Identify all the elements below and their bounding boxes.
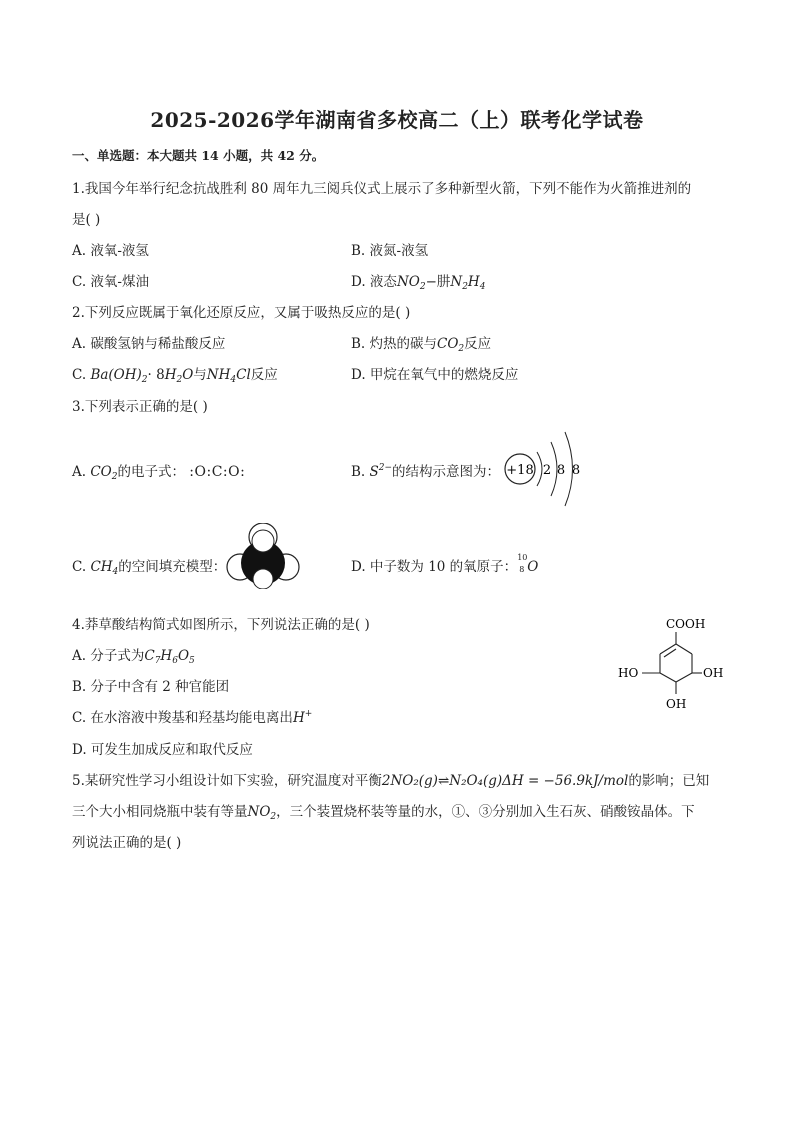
- section-heading: 一、单选题：本大题共 14 小题，共 42 分。: [72, 148, 325, 163]
- shikimic-acid-structure: [612, 612, 728, 714]
- q5-stem-line1: 5.某研究性学习小组设计如下实验，研究温度对平衡2NO₂(g)⇌N₂O₄(g)ΔH = −56.9kJ/mol的影响；已知: [72, 773, 710, 789]
- oh-bottom-label: OH: [666, 697, 687, 711]
- co2-lewis-structure: :O:C:O:: [189, 464, 246, 480]
- q3-option-d: D. 中子数为 10 的氧原子： 10 8 O: [351, 553, 539, 575]
- q2-option-a: A. 碳酸氢钠与稀盐酸反应: [72, 336, 226, 352]
- page-title: 2025-2026学年湖南省多校高二（上）联考化学试卷: [150, 108, 644, 132]
- shell-count-1: 2: [542, 463, 552, 478]
- q5-stem-line2: 三个大小相同烧瓶中装有等量$NO_2$，三个装置烧杯装等量的水，①、③分别加入生石灰、硝酸铵晶体。下: [72, 804, 695, 822]
- q5-stem-line3: 列说法正确的是( ): [72, 835, 182, 851]
- q1-stem-line2: 是( ): [72, 212, 101, 228]
- shell-count-3: 8: [571, 463, 581, 478]
- q1-stem-line1: 1.我国今年举行纪念抗战胜利 80 周年九三阅兵仪式上展示了多种新型火箭，下列不能作为火箭推进剂的: [72, 181, 692, 197]
- q3-option-a: A. $CO_2$的电子式： :O:C:O:: [72, 464, 246, 482]
- sulfide-ion-shell-diagram: [500, 428, 590, 514]
- q1-option-b: B. 液氮-液氢: [351, 243, 429, 259]
- cooh-label: COOH: [666, 617, 706, 631]
- q3-stem: 3.下列表示正确的是( ): [72, 399, 208, 415]
- ho-left-label: HO: [618, 666, 639, 680]
- nucleus-charge: +18: [506, 463, 534, 478]
- q3-option-b: B. $S^{2-}$的结构示意图为：: [351, 463, 501, 480]
- q4-option-d: D. 可发生加成反应和取代反应: [72, 742, 253, 758]
- q2-option-b: B. 灼热的碳与$CO_2$反应: [351, 336, 492, 354]
- shell-count-2: 8: [556, 463, 566, 478]
- q3-option-c: C. $CH_4$的空间填充模型：: [72, 559, 227, 577]
- q1-option-a: A. 液氧-液氢: [72, 243, 149, 259]
- q4-stem: 4.莽草酸结构简式如图所示，下列说法正确的是( ): [72, 617, 370, 633]
- q2-option-d: D. 甲烷在氧气中的燃烧反应: [351, 367, 519, 383]
- q4-option-a: A. 分子式为$C_7H_6O_5$: [72, 648, 195, 666]
- q1-option-d: D. 液态$NO_2-$肼$N_2H_4$: [351, 274, 486, 292]
- nuclide-notation: 10 8: [517, 553, 528, 574]
- q4-option-b: B. 分子中含有 2 种官能团: [72, 679, 230, 695]
- q4-option-c: C. 在水溶液中羧基和羟基均能电离出H+: [72, 709, 313, 726]
- q2-option-c: C. $Ba(OH)_2\cdot 8H_2O$与$NH_4Cl$反应: [72, 367, 278, 385]
- methane-space-filling-model: [226, 523, 300, 589]
- q1-option-c: C. 液氧-煤油: [72, 274, 149, 290]
- equilibrium-equation: 2NO₂(g)⇌N₂O₄(g)ΔH = −56.9kJ/mol: [381, 773, 629, 789]
- q2-stem: 2.下列反应既属于氧化还原反应，又属于吸热反应的是( ): [72, 305, 411, 321]
- oh-right-label: OH: [703, 666, 724, 680]
